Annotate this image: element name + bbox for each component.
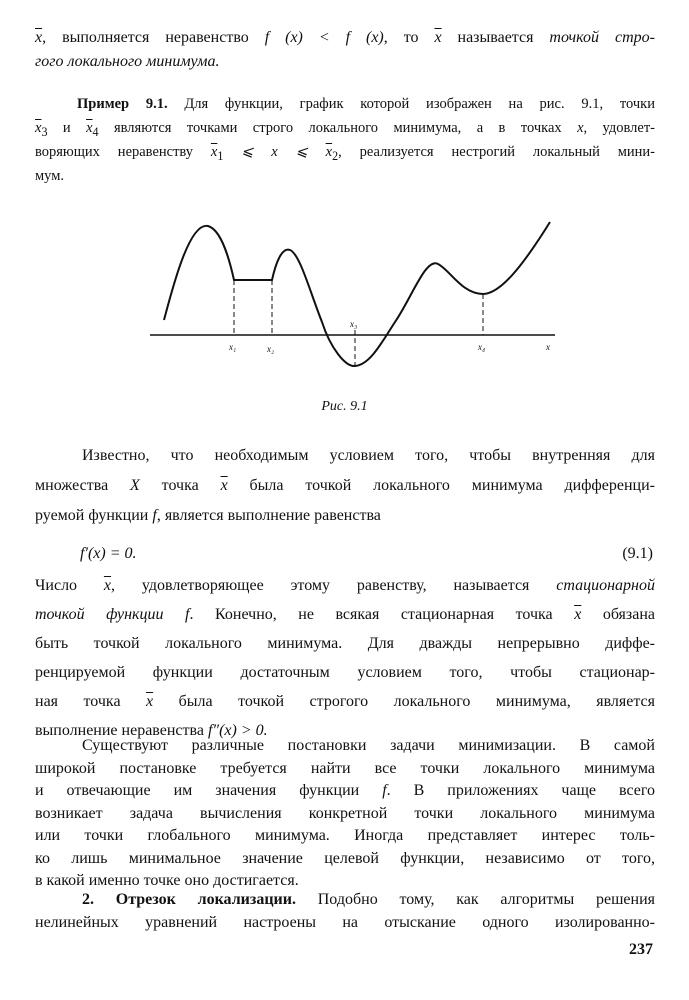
example-label: Пример 9.1. [77,96,168,112]
axis-label-x: x [546,342,550,352]
paragraph-stationary-point: Число $\overline{x}$, удовлетворяющее этому равенству, называется стационарной точкой функции f. Конечно, не всякая стационарная точка $\overline{x}$ обязана быть точкой локального минимума. Для дважды непрерывно диффе- ренцируемой функции достаточным условием того, чтобы стационар- ная точка $\overline{x}$ была точкой строгого локального минимума, является выполнение неравенства f″(x) > 0. [35,577,656,739]
figure-9-1-graph [150,212,560,377]
paragraph-localization-segment: 2. Отрезок локализации. Подобно тому, как алгоритмы решения нелинейных уравнений настроены на отыскание одного изолированно- [35,891,656,931]
tick-label-x1: x₁ [229,342,237,352]
inequality: f (x) < f (x) [264,29,384,46]
example-paragraph: Пример 9.1. Для функции, график которой изображен на рис. 9.1, точки $\overline{x}_3$ и $\overline{x}_4$ являются точками строго локального минимума, а в точках x, удовлет- воряющих неравенству $\overline{x}_1$ ⩽ x ⩽ $\overline{x}_2$, реализуется нестрогий локальный мини- мум. [35,96,655,184]
section-heading: 2. Отрезок локализации. [82,891,296,908]
intro-paragraph: $\overline{x}$, выполняется неравенство f (x) < f (x), то $\overline{x}$ называется точкой стро- гого локального минимума. [35,29,655,70]
page-number: 237 [629,941,653,958]
tick-label-x4: x₄ [478,342,486,352]
term-strict-local-min: точкой стро- [549,29,655,46]
equation-number: (9.1) [622,545,653,562]
equation-9-1: f′(x) = 0. [80,545,137,562]
xbar: $\overline{x}$ [35,29,43,46]
function-curve [164,222,550,366]
tick-label-x3: x₃ [350,319,358,329]
tick-label-x2: x₂ [267,344,275,354]
paragraph-necessary-condition: Известно, что необходимым условием того, чтобы внутренняя для множества X точка $\overline{x}$ была точкой локального минимума дифференци- руемой функции f, является выполнение равенства [35,447,656,524]
term-stationary: стационарной [556,577,655,594]
paragraph-problem-statements: Существуют различные постановки задачи минимизации. В самой широкой постановке требуется найти все точки локального минимума и отвечающие им значения функции f. В приложениях чаще всего возникает задача вычисления конкретной точки локального минимума или точки глобального минимума. Иногда представляет интерес толь- ко лишь минимальное значение целевой функции, независимо от того, в какой именно точке оно достигается. [35,737,656,889]
figure-caption: Рис. 9.1 [321,399,368,414]
